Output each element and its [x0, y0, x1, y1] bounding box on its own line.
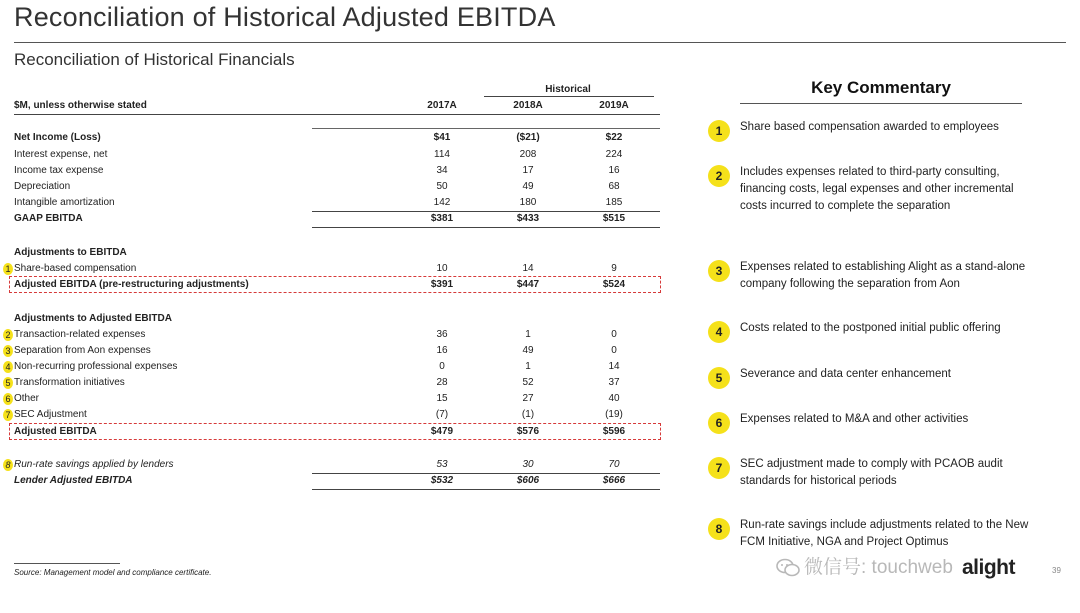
row-label: Adjustments to Adjusted EBITDA: [14, 313, 172, 324]
lender-adjusted-bottom-rule: [312, 489, 660, 490]
commentary-text: Includes expenses related to third-party consulting, financing costs, legal expenses and other incremental costs incurred to complete the separation: [740, 166, 1014, 212]
historical-header-rule: [484, 96, 654, 97]
source-footnote: Source: Management model and compliance certificate.: [14, 568, 212, 577]
commentary-text: Share based compensation awarded to employees: [740, 121, 999, 133]
row-badge: 3: [3, 345, 13, 357]
row-value-2018A: 180: [519, 197, 537, 208]
row-badge: 5: [3, 377, 13, 389]
table-row: [0, 343, 680, 359]
row-label: Intangible amortization: [14, 197, 115, 208]
row-value-2017A: 142: [433, 197, 451, 208]
lender-adjusted-rule: [312, 473, 660, 474]
table-row: [0, 163, 680, 179]
row-value-2018A: (1): [521, 409, 535, 420]
row-label: GAAP EBITDA: [14, 213, 83, 224]
row-value-2019A: 16: [608, 165, 620, 176]
row-value-2019A: $22: [605, 132, 623, 143]
row-value-2017A: 15: [436, 393, 448, 404]
commentary-text: Expenses related to establishing Alight as a stand-alone company following the separation from Aon: [740, 261, 1026, 290]
row-value-2017A: 10: [436, 263, 448, 274]
gaap-ebitda-bottom-rule: [312, 227, 660, 228]
row-value-2018A: 1: [525, 329, 531, 340]
row-value-2018A: 30: [522, 459, 534, 470]
row-label: Transaction-related expenses: [14, 329, 146, 340]
row-value-2019A: 40: [608, 393, 620, 404]
row-label: Run-rate savings applied by lenders: [14, 459, 174, 470]
commentary-text: Costs related to the postponed initial public offering: [740, 322, 1001, 334]
table-row: [0, 211, 680, 227]
row-value-2018A: 208: [519, 149, 537, 160]
highlight-box-adjusted-ebitda: [9, 423, 661, 440]
table-row: [0, 311, 680, 327]
row-value-2018A: $576: [516, 426, 540, 437]
row-value-2018A: 1: [525, 361, 531, 372]
values-top-rule: [312, 128, 660, 129]
commentary-badge: 2: [708, 165, 730, 187]
row-value-2019A: $524: [602, 279, 626, 290]
row-value-2017A: $532: [430, 475, 454, 486]
row-value-2017A: 28: [436, 377, 448, 388]
row-value-2019A: 9: [611, 263, 617, 274]
row-label: SEC Adjustment: [14, 409, 87, 420]
row-value-2019A: 14: [608, 361, 620, 372]
row-value-2018A: $447: [516, 279, 540, 290]
slide-title: Reconciliation of Historical Adjusted EBITDA: [14, 2, 556, 32]
row-value-2019A: 185: [605, 197, 623, 208]
row-label: Separation from Aon expenses: [14, 345, 151, 356]
row-value-2019A: $596: [602, 426, 626, 437]
row-value-2018A: 52: [522, 377, 534, 388]
row-label: Other: [14, 393, 40, 404]
row-value-2018A: $606: [516, 475, 540, 486]
commentary-badge: 5: [708, 367, 730, 389]
row-value-2018A: 14: [522, 263, 534, 274]
unit-label: $M, unless otherwise stated: [14, 100, 147, 111]
row-value-2018A: 27: [522, 393, 534, 404]
table-row: [0, 195, 680, 211]
table-row: [0, 457, 680, 473]
row-value-2017A: 16: [436, 345, 448, 356]
row-value-2017A: $391: [430, 279, 454, 290]
row-label: Share-based compensation: [14, 263, 137, 274]
row-value-2017A: $381: [430, 213, 454, 224]
commentary-badge: 3: [708, 260, 730, 282]
watermark-text: 微信号: touchweb: [804, 557, 953, 578]
page-number: 39: [1052, 566, 1061, 575]
row-badge: 4: [3, 361, 13, 373]
table-row: [0, 359, 680, 375]
watermark: [776, 555, 953, 581]
commentary-badge: 6: [708, 412, 730, 434]
gaap-ebitda-rule: [312, 211, 660, 212]
row-value-2017A: 50: [436, 181, 448, 192]
row-value-2017A: 36: [436, 329, 448, 340]
row-value-2018A: 17: [522, 165, 534, 176]
row-value-2017A: 34: [436, 165, 448, 176]
table-row: [0, 147, 680, 163]
wechat-icon: [776, 558, 800, 578]
row-label: Transformation initiatives: [14, 377, 125, 388]
highlight-box-pre-restructuring: [9, 276, 661, 293]
row-label: Depreciation: [14, 181, 71, 192]
table-row: [0, 130, 680, 146]
commentary-badge: 7: [708, 457, 730, 479]
row-value-2018A: 49: [522, 345, 534, 356]
row-value-2017A: $41: [433, 132, 451, 143]
commentary-badge: 1: [708, 120, 730, 142]
year-header-2019: 2019A: [599, 100, 629, 111]
table-row: [0, 375, 680, 391]
row-badge: 8: [3, 459, 13, 471]
historical-group-header: Historical: [545, 84, 591, 95]
row-value-2018A: 49: [522, 181, 534, 192]
row-value-2019A: 224: [605, 149, 623, 160]
row-value-2019A: 68: [608, 181, 620, 192]
table-row: [0, 407, 680, 423]
row-label: Income tax expense: [14, 165, 104, 176]
row-label: Non-recurring professional expenses: [14, 361, 178, 372]
commentary-title-rule: [740, 103, 1022, 104]
row-value-2019A: 37: [608, 377, 620, 388]
row-value-2017A: 114: [434, 149, 450, 160]
table-row: [0, 473, 680, 489]
alight-logo: alight: [962, 556, 1015, 579]
commentary-text: Expenses related to M&A and other activities: [740, 413, 969, 425]
row-value-2017A: $479: [430, 426, 454, 437]
row-value-2019A: 0: [611, 345, 617, 356]
table-row: [0, 327, 680, 343]
header-rule: [14, 114, 660, 115]
year-header-2017: 2017A: [427, 100, 457, 111]
row-label: Lender Adjusted EBITDA: [14, 475, 133, 486]
table-row: [0, 245, 680, 261]
table-row: [0, 179, 680, 195]
row-label: Adjusted EBITDA (pre-restructuring adjustments): [14, 279, 249, 290]
row-value-2019A: $666: [602, 475, 626, 486]
row-label: Interest expense, net: [14, 149, 108, 160]
footer-rule: [14, 563, 120, 564]
commentary-title: Key Commentary: [811, 78, 951, 97]
row-badge: 2: [3, 329, 13, 341]
row-value-2019A: $515: [602, 213, 626, 224]
row-value-2017A: (7): [435, 409, 449, 420]
row-badge: 1: [3, 263, 13, 275]
row-value-2017A: 0: [439, 361, 445, 372]
row-badge: 6: [3, 393, 13, 405]
commentary-text: Severance and data center enhancement: [740, 368, 951, 380]
row-label: Adjusted EBITDA: [14, 426, 97, 437]
row-label: Adjustments to EBITDA: [14, 247, 127, 258]
commentary-text: Run-rate savings include adjustments related to the New FCM Initiative, NGA and Project Optimus: [740, 519, 1029, 548]
table-row: [0, 391, 680, 407]
slide-subtitle: Reconciliation of Historical Financials: [14, 50, 295, 69]
row-value-2018A: ($21): [516, 132, 540, 143]
commentary-badge: 4: [708, 321, 730, 343]
commentary-badge: 8: [708, 518, 730, 540]
table-row: [0, 261, 680, 277]
row-value-2019A: (19): [605, 409, 623, 420]
year-header-2018: 2018A: [513, 100, 543, 111]
row-value-2019A: 0: [611, 329, 617, 340]
row-value-2017A: 53: [436, 459, 448, 470]
row-value-2019A: 70: [608, 459, 620, 470]
row-label: Net Income (Loss): [14, 132, 101, 143]
row-badge: 7: [3, 409, 13, 421]
row-value-2018A: $433: [516, 213, 540, 224]
commentary-text: SEC adjustment made to comply with PCAOB audit standards for historical periods: [740, 458, 1003, 487]
